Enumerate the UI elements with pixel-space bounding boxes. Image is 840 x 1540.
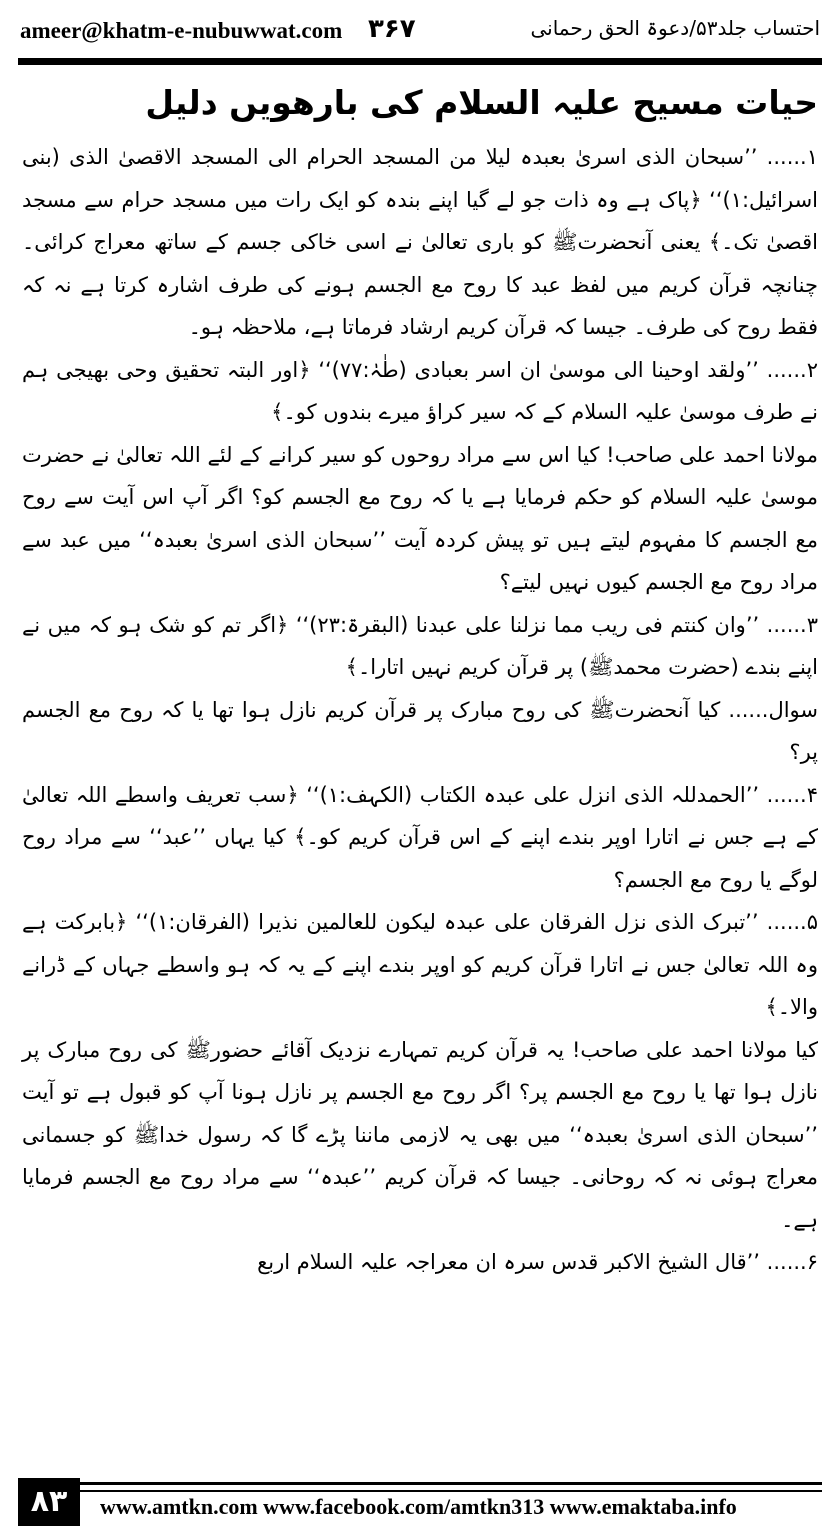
footer-rule-thin <box>80 1490 822 1492</box>
paragraph-1: ۱...... ’’سبحان الذی اسریٰ بعبدہ لیلا من المسجد الحرام الی المسجد الاقصیٰ الذی (بنی اسرائیل:۱)‘‘ ﴿پاک ہے وہ ذات جو لے گیا اپنے بندہ کو ایک رات میں مسجد حرام سے مسجد اقصیٰ تک۔﴾ یعنی آنحضرتﷺ کو باری تعالیٰ نے اسی خاکی جسم کے ساتھ معراج کرائی۔ چنانچہ قرآن کریم میں لفظ عبد کا روح مع الجسم ہونے کی طرف اشارہ کرتا ہے نہ کہ فقط روح کی طرف۔ جیسا کہ قرآن کریم ارشاد فرماتا ہے، ملاحظہ ہو۔ <box>22 145 818 339</box>
footer-rule-thick <box>80 1482 822 1485</box>
header-page-number: ۳۶۷ <box>368 14 416 44</box>
paragraph-5: سوال...... کیا آنحضرتﷺ کی روح مبارک پر قرآن کریم نازل ہوا تھا یا کہ روح مع الجسم پر؟ <box>22 697 818 764</box>
section-title: حیات مسیح علیہ السلام کی بارھویں دلیل <box>145 83 818 122</box>
footer-page-number: ۸۳ <box>18 1478 80 1526</box>
paragraph-3: مولانا احمد علی صاحب! کیا اس سے مراد روحوں کو سیر کرانے کے لئے اللہ تعالیٰ نے حضرت موسیٰ علیہ السلام کو حکم فرمایا ہے یا کہ روح مع الجسم کو؟ اگر آپ اس آیت سے روح مع الجسم کا مفہوم لیتے ہیں تو پیش کردہ آیت ’’سبحان الذی اسریٰ بعبدہ‘‘ میں عبد سے مراد روح مع الجسم کیوں نہیں لیتے؟ <box>22 442 818 594</box>
paragraph-2: ۲...... ’’ولقد اوحینا الی موسیٰ ان اسر بعبادی (طٰہٰ:۷۷)‘‘ ﴿اور البتہ تحقیق وحی بھیجی ہم نے طرف موسیٰ علیہ السلام کے کہ سیر کراؤ میرے بندوں کو۔﴾ <box>22 357 818 424</box>
paragraph-9: ۶...... ’’قال الشیخ الاکبر قدس سرہ ان معراجہ علیہ السلام اربع <box>257 1250 818 1274</box>
page-footer <box>18 1478 822 1528</box>
paragraph-8: کیا مولانا احمد علی صاحب! یہ قرآن کریم تمہارے نزدیک آقائے حضورﷺ کی روح مبارک پر نازل ہوا تھا یا روح مع الجسم پر؟ اگر روح مع الجسم پر نازل ہونا آپ کو قبول ہے تو آیت ’’سبحان الذی اسریٰ بعبدہ‘‘ میں بھی یہ لازمی ماننا پڑے گا کہ رسول خداﷺ کو جسمانی معراج ہوئی نہ کہ روحانی۔ جیسا کہ قرآن کریم ’’عبدہ‘‘ سے مراد روح مع الجسم فرمایا ہے۔ <box>22 1037 818 1232</box>
header-rule <box>18 58 822 65</box>
paragraph-6: ۴...... ’’الحمدللہ الذی انزل علی عبدہ الکتاب (الکہف:۱)‘‘ ﴿سب تعریف واسطے اللہ تعالیٰ کے ہے جس نے اتارا اوپر بندے اپنے کے اس قرآن کریم کو۔﴾ کیا یہاں ’’عبد‘‘ سے مراد روح لوگے یا روح مع الجسم؟ <box>22 782 818 892</box>
footer-links[interactable]: www.amtkn.com www.facebook.com/amtkn313 www.emaktaba.info <box>100 1494 737 1519</box>
header-book-title: احتساب جلد۵۳/دعوۃ الحق رحمانی <box>530 16 820 40</box>
paragraph-7: ۵...... ’’تبرک الذی نزل الفرقان علی عبدہ لیکون للعالمین نذیرا (الفرقان:۱)‘‘ ﴿بابرکت ہے وہ اللہ تعالیٰ جس نے اتارا قرآن کریم کو اوپر بندے اپنے کے یہ کہ ہو واسطے جہاں کے ڈرانے والا۔﴾ <box>22 910 818 1019</box>
body-text <box>22 136 818 1466</box>
page-header <box>20 14 820 50</box>
paragraph-4: ۳...... ’’وان کنتم فی ریب مما نزلنا علی عبدنا (البقرۃ:۲۳)‘‘ ﴿اگر تم کو شک ہو کہ میں نے اپنے بندے (حضرت محمدﷺ) پر قرآن کریم نہیں اتارا۔﴾ <box>22 612 818 679</box>
header-email: ameer@khatm-e-nubuwwat.com <box>20 18 343 43</box>
